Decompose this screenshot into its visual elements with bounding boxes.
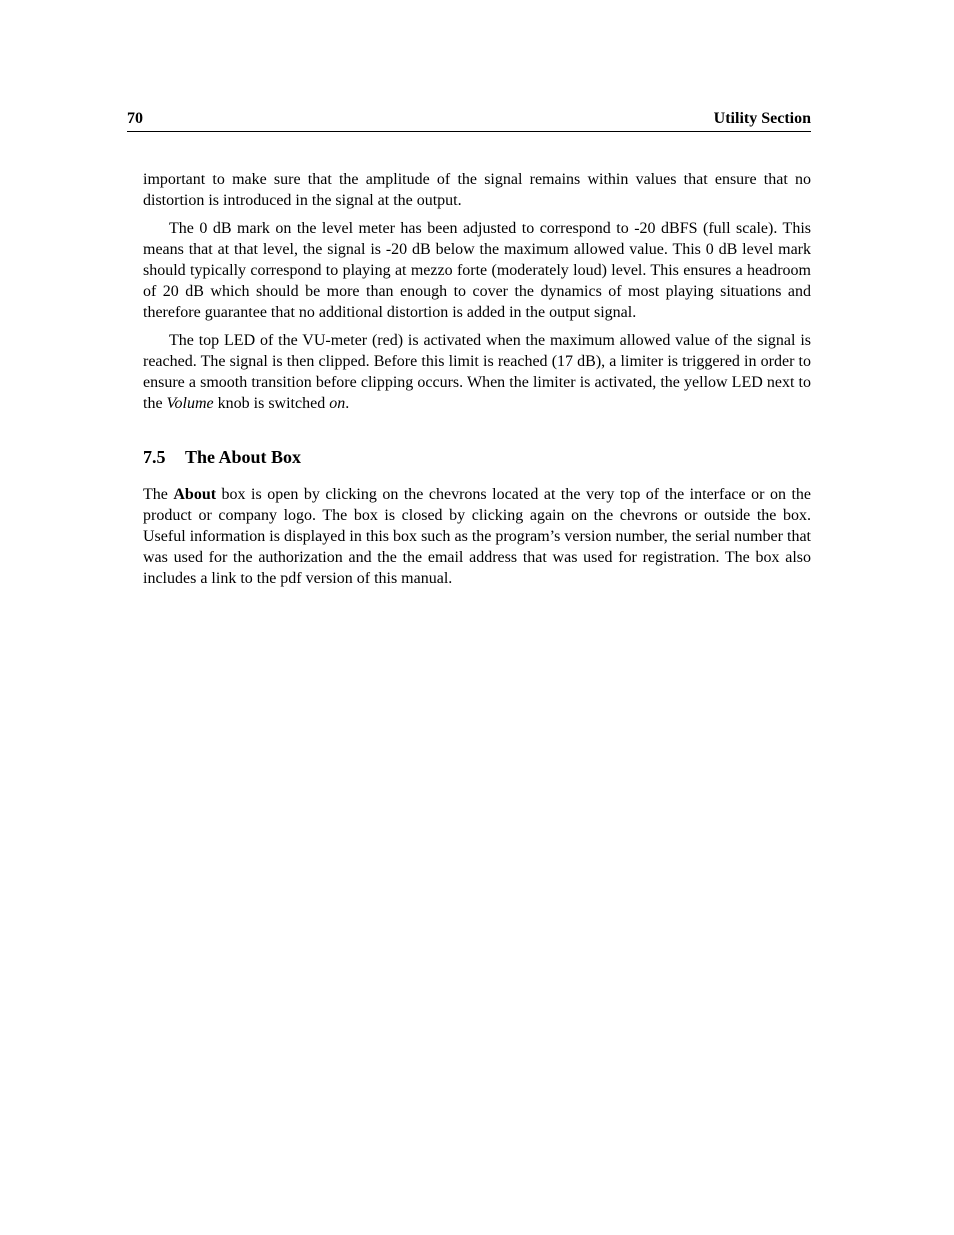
vu-meter-text-3: . <box>345 395 350 412</box>
paragraph-continuation: important to make sure that the amplitude of the signal remains within values that ensure that no distortion is introduced in the signal at the output. <box>143 171 811 209</box>
page-body <box>143 169 811 589</box>
page-number: 70 <box>127 110 143 127</box>
vu-meter-text-2: knob is switched <box>213 395 330 412</box>
paragraph-level-meter: The 0 dB mark on the level meter has been adjusted to correspond to -20 dBFS (full scale). This means that at that level, the signal is -20 dB below the maximum allowed value. This 0 dB level mark should typically correspond to playing at mezzo forte (moderately loud) level. This ensures a headroom of 20 dB which should be more than enough to cover the dynamics of most playing situations and therefore guarantee that no additional distortion is added in the output signal. <box>143 220 811 321</box>
section-number: 7.5 <box>143 447 166 467</box>
paragraph-vu-meter <box>143 330 811 414</box>
about-term: About <box>173 486 217 503</box>
on-term: on <box>329 395 346 412</box>
paragraph-about-box <box>143 484 811 589</box>
section-heading <box>143 446 811 468</box>
volume-term: Volume <box>166 395 214 412</box>
about-text-2: box is open by clicking on the chevrons located at the very top of the interface or on the product or company logo. The box is closed by clicking again on the chevrons or outside the box. Useful information is displayed in this box such as the program’s version number, the serial number that was used for the authorization and the the email address that was used for registration. The box also includes a link to the pdf version of this manual. <box>143 486 812 587</box>
section-title: The About Box <box>185 447 302 467</box>
running-title: Utility Section <box>713 110 811 127</box>
page-header <box>127 109 811 132</box>
about-text-1: The <box>143 486 174 503</box>
vu-meter-text-1: The top LED of the VU-meter (red) is activated when the maximum allowed value of the signal is reached. The signal is then clipped. Before this limit is reached (17 dB), a limiter is triggered in order to ensure a smooth transition before clipping occurs. When the limiter is activated, the yellow LED next to the <box>143 332 811 412</box>
